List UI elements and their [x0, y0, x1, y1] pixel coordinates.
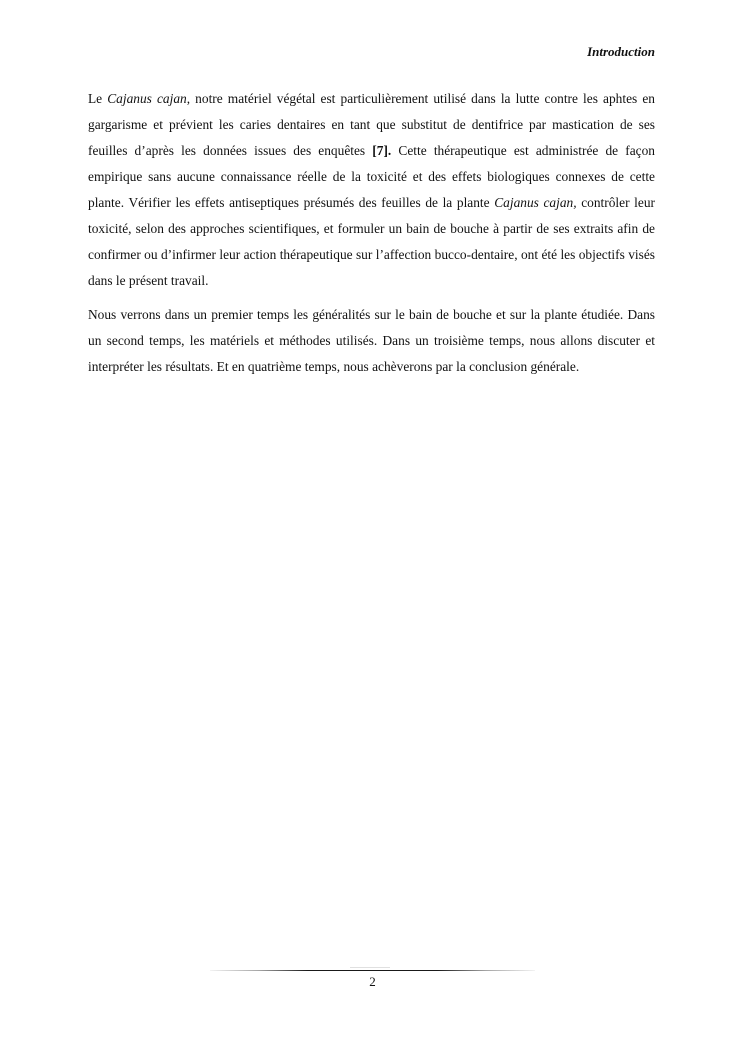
page-number: 2	[369, 974, 376, 989]
citation-reference: [7].	[372, 143, 392, 158]
body-text	[88, 86, 655, 388]
footer-rule	[210, 970, 535, 971]
footer-rule-accent	[350, 967, 390, 968]
p1-segment: , notre matériel végétal est particulièrement utilisé dans la lutte contre les aphtes en gargarisme et prévient les caries dentaires en tant que substitut de dentifrice par mastication de ses feuilles d’après les données issues des enquêtes	[88, 91, 655, 158]
p1-segment: contrôler leur toxicité, selon des approches scientifiques, et formuler un bain de bouche à partir de ses extraits afin de confirmer ou d’infirmer leur action thérapeutique sur l’affection bucco-dentaire, ont été les objectifs visés dans le présent travail.	[88, 195, 655, 288]
species-name: Cajanus cajan,	[494, 195, 577, 210]
paragraph-1	[88, 86, 655, 294]
paragraph-2: Nous verrons dans un premier temps les généralités sur le bain de bouche et sur la plante étudiée. Dans un second temps, les matériels et méthodes utilisés. Dans un troisième temps, nous allons discuter et interpréter les résultats. Et en quatrième temps, nous achèverons par la conclusion générale.	[88, 307, 655, 374]
p1-segment: Le	[88, 91, 108, 106]
p1-segment: Cette thérapeutique est administrée de façon empirique sans aucune connaissance réelle de la toxicité et des effets biologiques connexes de cette plante. Vérifier les effets antiseptiques présumés des feuilles de la plante	[88, 143, 655, 210]
species-name: Cajanus cajan	[107, 91, 187, 106]
running-header: Introduction	[587, 44, 655, 59]
